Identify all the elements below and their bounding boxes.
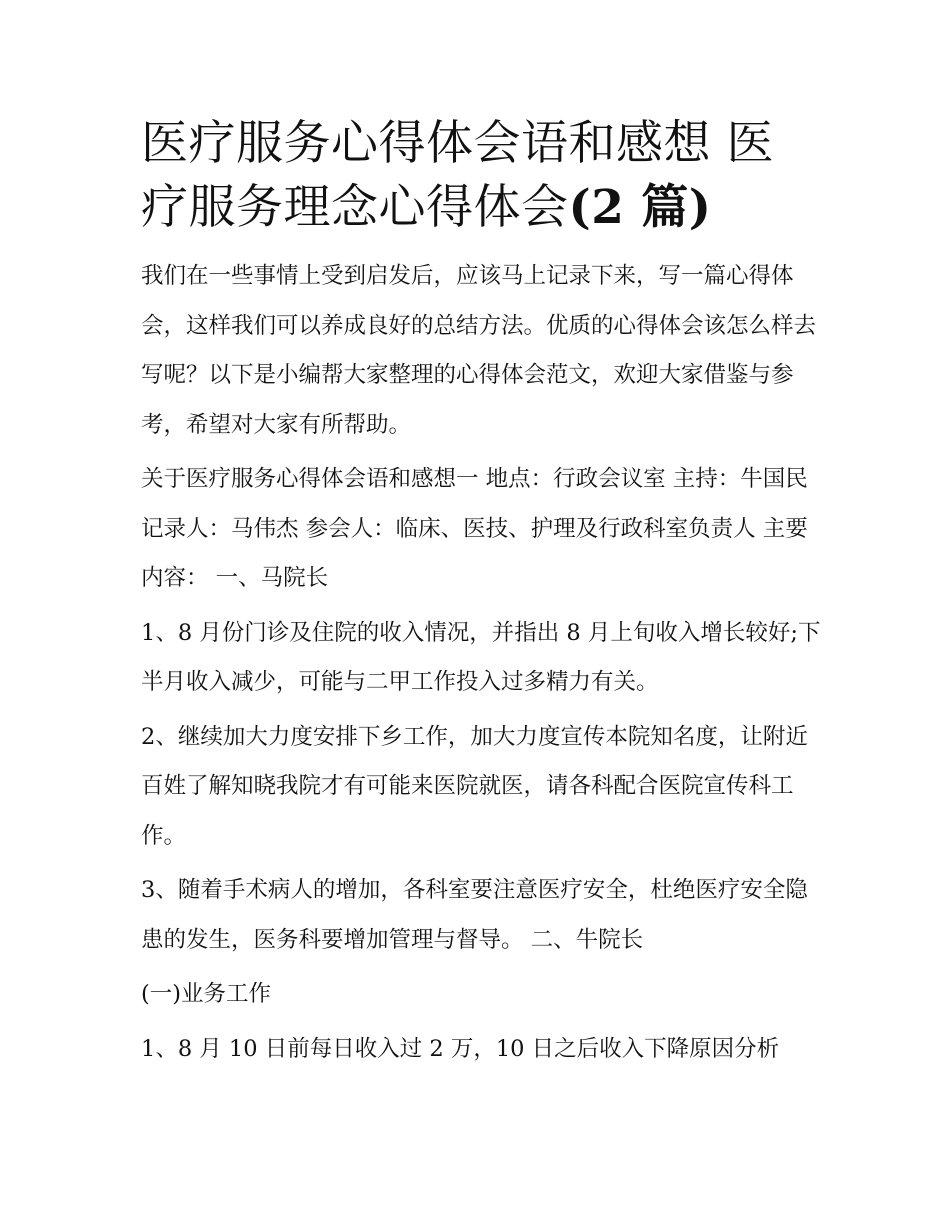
list-item: 1、8 月份门诊及住院的收入情况，并指出 8 月上旬收入增长较好;下半月收入减少，可能与二甲工作投入过多精力有关。 bbox=[141, 619, 821, 695]
meeting-info-paragraph: 关于医疗服务心得体会语和感想一 地点：行政会议室 主持：牛国民 记录人：马伟杰 参会人：临床、医技、护理及行政科室负责人 主要内容： 一、马院长 bbox=[141, 466, 808, 591]
list-item: 2、继续加大力度安排下乡工作，加大力度宣传本院知名度，让附近百姓了解知晓我院才有可能来医院就医，请各科配合医院宣传科工作。 bbox=[141, 723, 808, 849]
list-item: 1、8 月 10 日前每日收入过 2 万，10 日之后收入下降原因分析 bbox=[141, 1035, 780, 1062]
section-heading: (一)业务工作 bbox=[141, 981, 272, 1007]
document-page bbox=[141, 112, 821, 1079]
title-main: 医疗服务心得体会语和感想 医疗服务理念心得体会 bbox=[141, 116, 774, 235]
document-body bbox=[141, 252, 821, 1074]
document-title bbox=[141, 112, 821, 240]
intro-paragraph: 我们在一些事情上受到启发后，应该马上记录下来，写一篇心得体会，这样我们可以养成良好的总结方法。优质的心得体会该怎么样去写呢？以下是小编帮大家整理的心得体会范文，欢迎大家借鉴与参考，希望对大家有所帮助。 bbox=[141, 263, 817, 438]
title-suffix: (2 篇) bbox=[568, 180, 712, 235]
list-item: 3、随着手术病人的增加，各科室要注意医疗安全，杜绝医疗安全隐患的发生，医务科要增加管理与督导。 二、牛院长 bbox=[141, 877, 808, 953]
